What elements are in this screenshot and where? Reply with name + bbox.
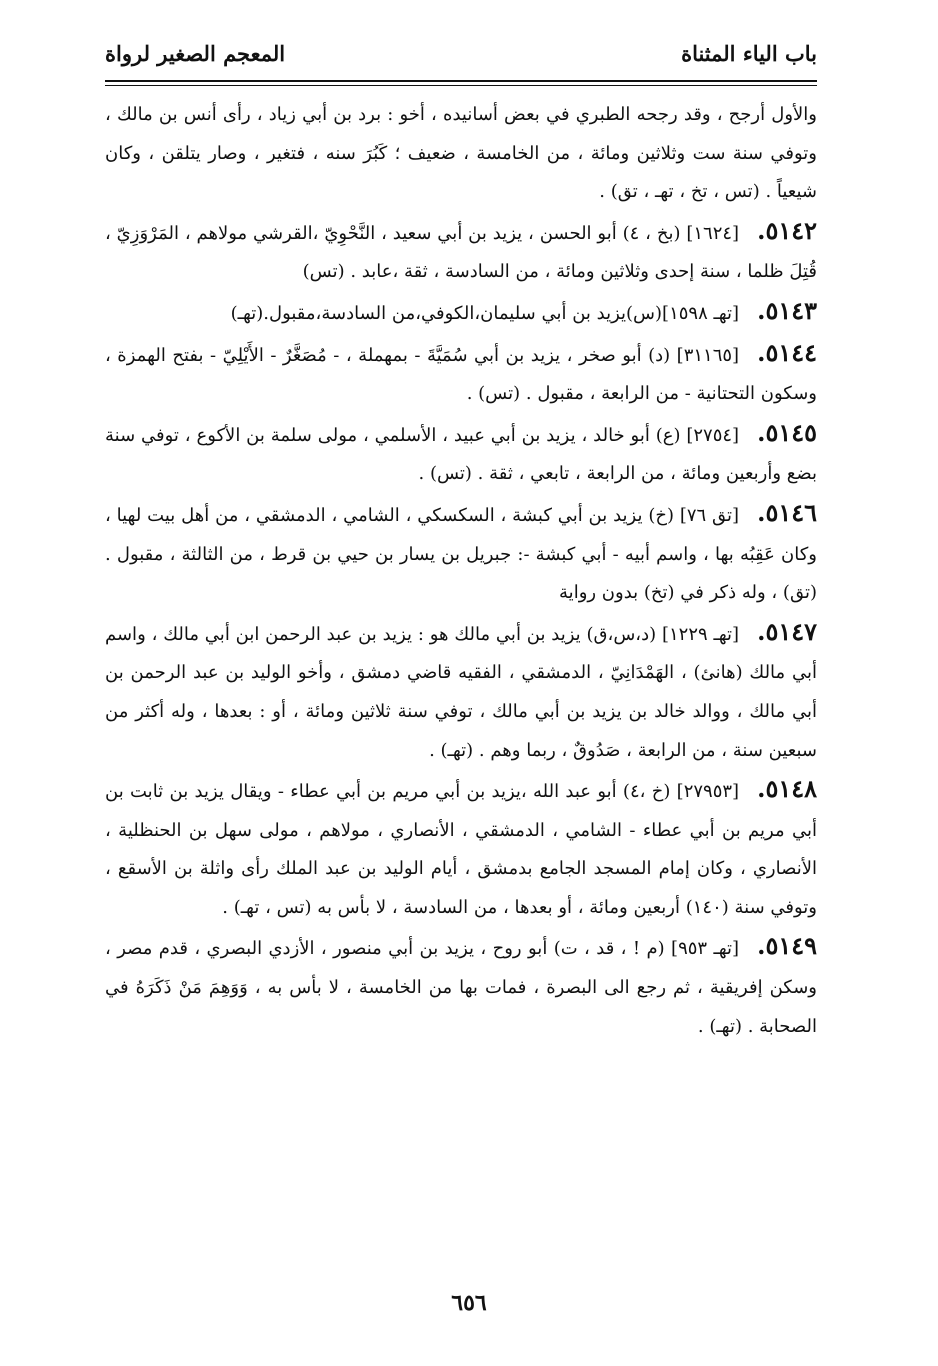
entry-number: ٥١٤٧. <box>757 616 818 646</box>
page-number: ٦٥٦ <box>451 1290 487 1316</box>
entry-text: [تهـ ١٢٢٩] (د،س،ق) يزيد بن أبي مالك هو : يزيد بن عبد الرحمن ابن أبي مالك ، واسم أبي مالك (هانئ) ، الهَمْدَانِيّ ، الدمشقي ، الفقيه قاضي دمشق ، وأخو الوليد بن عبد الرحمن بن أبي مالك ، ووالد خالد بن يزيد بن أبي مالك ، توفي سنة ثلاثين ومائة ، أو : بعدها ، وله أكثر من سبعين سنة ، من الرابعة ، صَدُوقٌ ، ربما وهم . (تهـ) . <box>105 623 817 761</box>
header-divider <box>105 80 817 86</box>
entry-text: [تهـ ١٥٩٨](س)يزيد بن أبي سليمان،الكوفي،من السادسة،مقبول.(تهـ) <box>230 302 740 324</box>
main-text <box>105 96 817 1046</box>
entry-text: [٣١١٦٥] (د) أبو صخر ، يزيد بن أبي سُمَيَّةَ - بمهملة ، - مُصَغَّرٌ - الأَيْلِيّ - بفتح الهمزة ، وسكون التحتانية - من الرابعة ، مقبول . (تس) . <box>105 344 817 405</box>
book-title: المعجم الصغير لرواة <box>105 40 286 66</box>
entry <box>105 494 817 613</box>
entry-text: والأول أرجح ، وقد رجحه الطبري في بعض أسانيده ، أخو : برد بن أبي زياد ، رأى أنس بن مالك ، وتوفي سنة ست وثلاثين ومائة ، من الخامسة ، ضعيف ؛ كَبُرَ سنه ، فتغير ، وصار يتلقن ، وكان شيعياً . (تس ، تخ ، تهـ ، تق) . <box>105 104 817 203</box>
entry-text: [٢٧٥٤] (ع) أبو خالد ، يزيد بن أبي عبيد ، الأسلمي ، مولى سلمة بن الأكوع ، توفي سنة بضع وأربعين ومائة ، من الرابعة ، تابعي ، ثقة . (تس) . <box>105 424 817 485</box>
entry <box>105 770 817 927</box>
entry-number: ٥١٤٩. <box>757 931 818 961</box>
entry-text: [١٦٢٤] (بخ ، ٤) أبو الحسن ، يزيد بن أبي سعيد ، النَّحْوِيّ ،القرشي مولاهم ، المَرْوَزِيّ ، قُتِلَ ظلما ، سنة إحدى وثلاثين ومائة ، من السادسة ، ثقة ،عابد . (تس) <box>105 222 817 283</box>
entry <box>105 414 817 494</box>
entry <box>105 927 817 1046</box>
entry-number: ٥١٤٣. <box>757 295 817 325</box>
entry <box>105 212 817 292</box>
entry-number: ٥١٤٨. <box>757 774 817 804</box>
entry-continuation <box>105 96 817 212</box>
entry-text: [٢٧٩٥٣] (خ ،٤) أبو عبد الله ،يزيد بن أبي مريم بن أبي عطاء - ويقال يزيد بن ثابت بن أبي مريم بن أبي عطاء - الشامي ، الدمشقي ، الأنصاري ، مولاهم ، مولى سهل بن الحنظلية ، الأنصاري ، وكان إمام المسجد الجامع بدمشق ، أيام الوليد بن عبد الملك رأى واثلة بن الأسقع ، وتوفي سنة (١٤٠) أربعين ومائة ، أو بعدها ، من السادسة ، لا بأس به (تس ، تهـ) . <box>105 781 817 918</box>
entry-text: [تهـ ٩٥٣] (م ! ، قد ، ت) أبو روح ، يزيد بن أبي منصور ، الأزدي البصري ، قدم مصر ، وسكن إفريقية ، ثم رجع الى البصرة ، فمات بها من الخامسة ، لا بأس به ، وَوَهِمَ مَنْ ذَكَرَهُ في الصحابة . (تهـ) . <box>105 938 817 1037</box>
entry-text: [تق ٧٦] (خ) يزيد بن أبي كبشة ، السكسكي ، الشامي ، الدمشقي ، من أهل بيت لهيا ، وكان عَقِبُه بها ، واسم أبيه - أبي كبشة -: جبريل بن يسار بن حيي بن قرط ، من الثالثة ، مقبول . (تق) ، وله ذكر في (تخ) بدون رواية <box>105 504 817 604</box>
entry-number: ٥١٤٥. <box>757 417 817 447</box>
entry-number: ٥١٤٤. <box>757 337 817 367</box>
entry-number: ٥١٤٦. <box>757 497 817 527</box>
entry-number: ٥١٤٢. <box>757 215 817 245</box>
chapter-title: باب الياء المثناة <box>681 40 817 66</box>
entry <box>105 613 817 770</box>
entry <box>105 334 817 414</box>
entry <box>105 292 817 334</box>
running-header <box>105 30 817 76</box>
